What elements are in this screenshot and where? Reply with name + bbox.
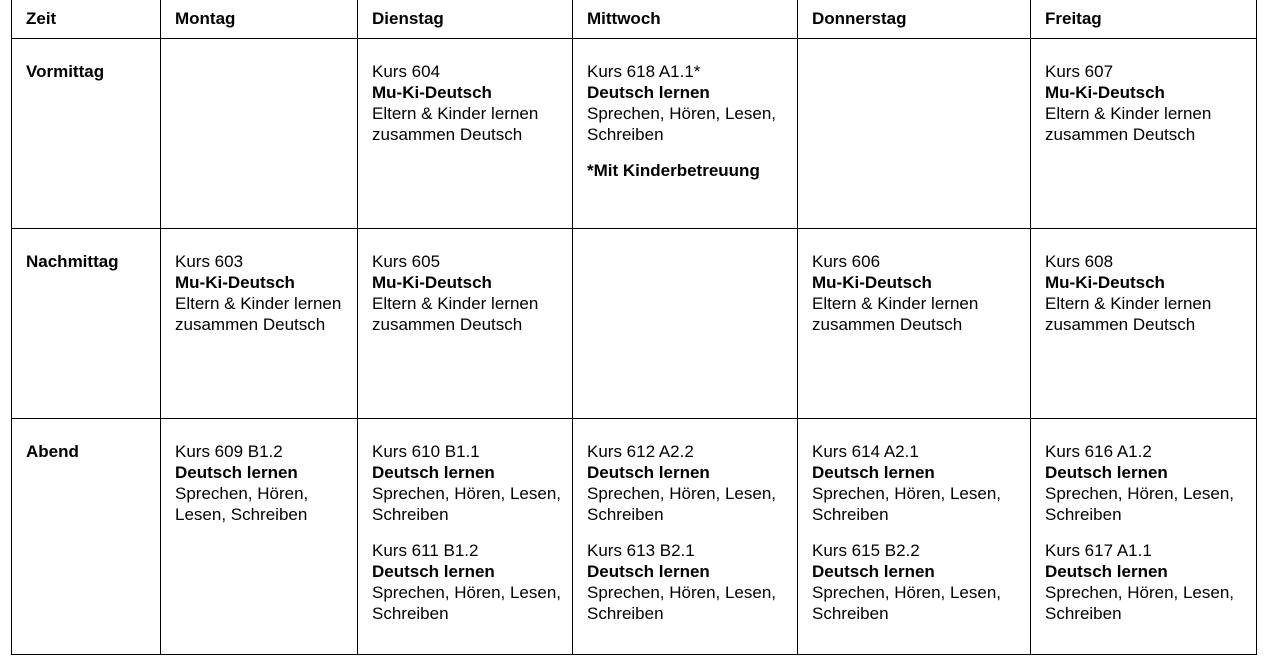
course-title: Mu-Ki-Deutsch: [175, 272, 295, 292]
course-desc: Sprechen, Hören, Lesen, Schreiben: [587, 103, 777, 144]
course-entry: [812, 441, 1030, 525]
course-title: Mu-Ki-Deutsch: [1045, 272, 1165, 292]
header-day-freitag: Freitag: [1031, 0, 1257, 38]
course-title: Deutsch lernen: [372, 462, 495, 482]
course-entry: [1045, 251, 1256, 335]
course-desc: Sprechen, Hören, Lesen, Schreiben: [812, 582, 1002, 623]
schedule-cell: [161, 38, 358, 228]
course-desc: Sprechen, Hören, Lesen, Schreiben: [372, 483, 562, 524]
header-zeit: Zeit: [12, 0, 161, 38]
course-code: Kurs 609 B1.2: [175, 441, 283, 461]
schedule-cell: [573, 38, 798, 228]
course-code: Kurs 604: [372, 61, 441, 81]
course-entry: [812, 251, 1030, 335]
course-entry: [812, 540, 1030, 624]
course-desc: Eltern & Kinder lernen zusammen Deutsch: [175, 293, 342, 334]
course-code: Kurs 614 A2.1: [812, 441, 919, 461]
header-day-mittwoch: Mittwoch: [573, 0, 798, 38]
course-code: Kurs 603: [175, 251, 244, 271]
schedule-cell: [358, 418, 573, 654]
schedule-cell: [798, 418, 1031, 654]
course-title: Deutsch lernen: [812, 462, 935, 482]
course-desc: Sprechen, Hören, Lesen, Schreiben: [812, 483, 1002, 524]
course-note: *Mit Kinderbetreuung: [587, 160, 760, 180]
course-title: Deutsch lernen: [175, 462, 298, 482]
schedule-row: [12, 38, 1257, 228]
course-title: Deutsch lernen: [372, 561, 495, 581]
course-code: Kurs 613 B2.1: [587, 540, 695, 560]
course-title: Deutsch lernen: [587, 462, 710, 482]
course-desc: Sprechen, Hören, Lesen, Schreiben: [175, 483, 309, 524]
course-desc: Sprechen, Hören, Lesen, Schreiben: [1045, 483, 1235, 524]
course-desc: Eltern & Kinder lernen zusammen Deutsch: [372, 293, 539, 334]
schedule-cell: [1031, 38, 1257, 228]
course-entry: [587, 540, 797, 624]
course-code: Kurs 611 B1.2: [372, 540, 479, 560]
schedule-cell: [161, 228, 358, 418]
schedule-cell: [358, 38, 573, 228]
course-code: Kurs 615 B2.2: [812, 540, 920, 560]
time-slot-label: Vormittag: [12, 38, 161, 228]
schedule-cell: [573, 228, 798, 418]
schedule-cell: [358, 228, 573, 418]
course-desc: Sprechen, Hören, Lesen, Schreiben: [1045, 582, 1235, 623]
course-desc: Sprechen, Hören, Lesen, Schreiben: [587, 483, 777, 524]
course-entry: [1045, 540, 1256, 624]
course-entry: [175, 251, 357, 335]
schedule-cell: [798, 38, 1031, 228]
course-desc: Sprechen, Hören, Lesen, Schreiben: [587, 582, 777, 623]
course-title: Deutsch lernen: [587, 561, 710, 581]
course-entry: [372, 441, 572, 525]
course-entry: [1045, 441, 1256, 525]
course-code: Kurs 607: [1045, 61, 1114, 81]
course-entry: [372, 251, 572, 335]
course-desc: Eltern & Kinder lernen zusammen Deutsch: [1045, 293, 1212, 334]
time-slot-label: Abend: [12, 418, 161, 654]
course-desc: Eltern & Kinder lernen zusammen Deutsch: [1045, 103, 1212, 144]
course-entry: [372, 61, 572, 145]
course-desc: Eltern & Kinder lernen zusammen Deutsch: [372, 103, 539, 144]
course-code: Kurs 605: [372, 251, 441, 271]
course-entry: [372, 540, 572, 624]
course-code: Kurs 610 B1.1: [372, 441, 480, 461]
schedule-cell: [573, 418, 798, 654]
course-title: Deutsch lernen: [812, 561, 935, 581]
course-schedule-table: [11, 0, 1257, 655]
course-title: Deutsch lernen: [587, 82, 710, 102]
course-title: Deutsch lernen: [1045, 561, 1168, 581]
course-title: Mu-Ki-Deutsch: [812, 272, 932, 292]
course-title: Mu-Ki-Deutsch: [372, 272, 492, 292]
schedule-row: [12, 418, 1257, 654]
course-entry: [587, 441, 797, 525]
course-title: Mu-Ki-Deutsch: [1045, 82, 1165, 102]
header-day-dienstag: Dienstag: [358, 0, 573, 38]
course-code: Kurs 606: [812, 251, 881, 271]
schedule-cell: [1031, 418, 1257, 654]
schedule-cell: [798, 228, 1031, 418]
course-entry: [587, 61, 797, 181]
course-desc: Eltern & Kinder lernen zusammen Deutsch: [812, 293, 979, 334]
header-day-montag: Montag: [161, 0, 358, 38]
schedule-cell: [161, 418, 358, 654]
course-entry: [175, 441, 357, 525]
time-slot-label: Nachmittag: [12, 228, 161, 418]
course-entry: [1045, 61, 1256, 145]
course-code: Kurs 616 A1.2: [1045, 441, 1152, 461]
course-code: Kurs 618 A1.1*: [587, 61, 701, 81]
course-code: Kurs 617 A1.1: [1045, 540, 1152, 560]
course-code: Kurs 612 A2.2: [587, 441, 694, 461]
schedule-cell: [1031, 228, 1257, 418]
schedule-row: [12, 228, 1257, 418]
course-title: Deutsch lernen: [1045, 462, 1168, 482]
header-row: [12, 0, 1257, 38]
header-day-donnerstag: Donnerstag: [798, 0, 1031, 38]
course-desc: Sprechen, Hören, Lesen, Schreiben: [372, 582, 562, 623]
course-code: Kurs 608: [1045, 251, 1114, 271]
course-title: Mu-Ki-Deutsch: [372, 82, 492, 102]
